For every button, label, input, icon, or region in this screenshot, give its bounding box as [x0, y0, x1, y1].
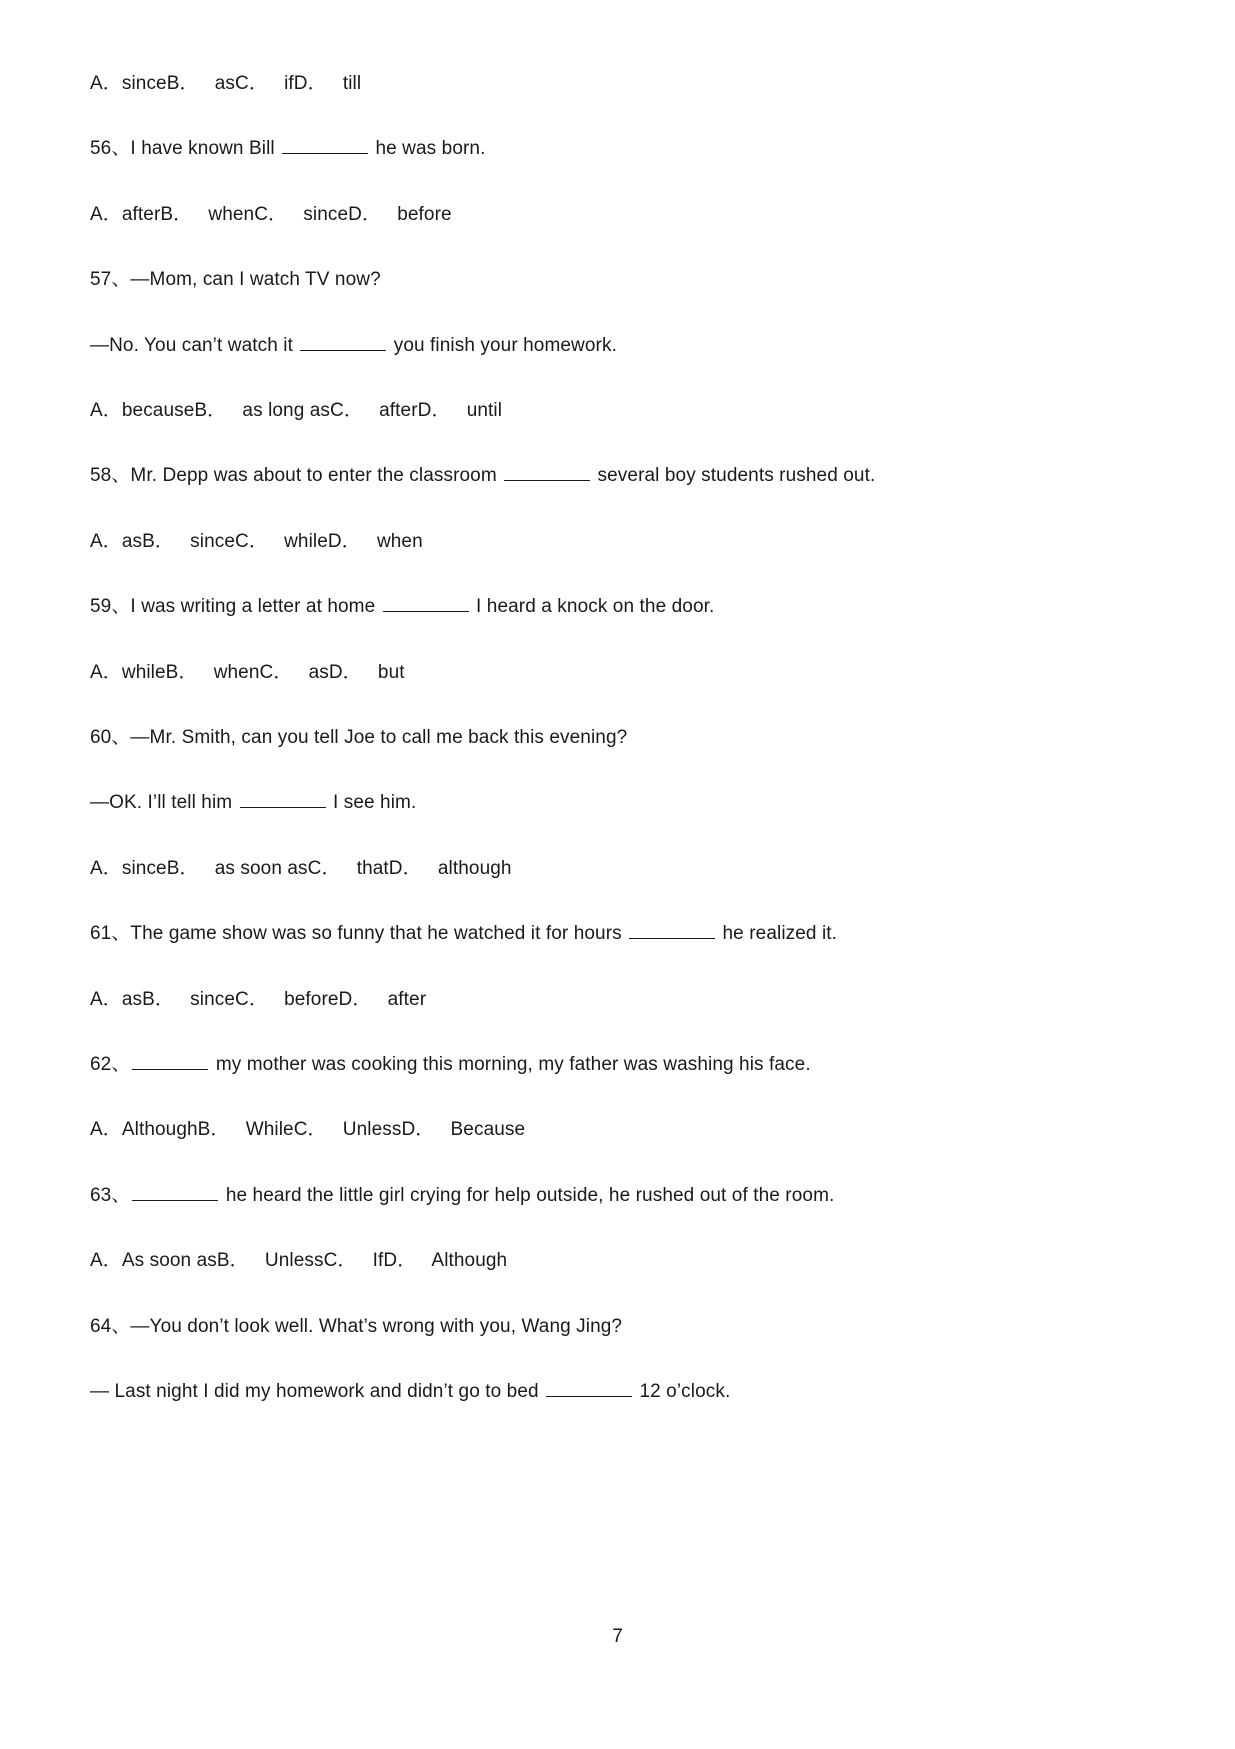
question-text-before: 58、Mr. Depp was about to enter the classroom [90, 465, 503, 486]
question-line [90, 726, 627, 750]
answer-option: UnlessD． [342, 1119, 435, 1140]
question-text-after: he realized it. [717, 923, 838, 944]
answer-option: as soon asC． [214, 858, 341, 879]
question-text-before: 63、 [90, 1185, 131, 1206]
question-line [90, 334, 617, 358]
answer-option: when [376, 531, 423, 552]
question-line [90, 464, 875, 488]
answer-option: sinceC． [190, 989, 268, 1010]
question-line [90, 922, 837, 946]
question-text-after: you finish your homework. [388, 335, 617, 356]
answer-option: Because [450, 1119, 526, 1140]
question-text-after: I heard a knock on the door. [470, 596, 715, 617]
answer-option: sinceC． [190, 531, 268, 552]
question-line [90, 1053, 811, 1077]
answer-options [90, 72, 361, 96]
question-text-after: 12 o’clock. [634, 1381, 731, 1402]
answer-blank [546, 1380, 632, 1397]
answer-option: before [397, 204, 452, 225]
answer-option: A．asB． [90, 989, 175, 1010]
question-line [90, 268, 381, 292]
answer-option: afterD． [379, 400, 451, 421]
answer-options [90, 857, 512, 881]
answer-blank [240, 791, 326, 808]
answer-option: A．asB． [90, 531, 175, 552]
question-text-before: 56、I have known Bill [90, 138, 281, 159]
question-text: 60、—Mr. Smith, can you tell Joe to call me back this evening? [90, 727, 628, 748]
question-line [90, 1315, 622, 1339]
answer-blank [132, 1053, 208, 1070]
answer-option: Although [431, 1250, 508, 1271]
answer-option: WhileC． [245, 1119, 327, 1140]
question-line [90, 595, 714, 619]
question-text-before: 62、 [90, 1054, 131, 1075]
answer-options [90, 530, 423, 554]
answer-option: A．AlthoughB． [90, 1119, 230, 1140]
question-text-before: —OK. I’ll tell him [90, 792, 238, 813]
question-line [90, 1380, 730, 1404]
question-text-after: I see him. [327, 792, 417, 813]
answer-option: ifD． [284, 73, 327, 94]
answer-option: until [466, 400, 503, 421]
answer-blank [282, 137, 368, 154]
answer-option: after [387, 989, 427, 1010]
answer-option: sinceD． [303, 204, 382, 225]
answer-option: A．sinceB． [90, 858, 199, 879]
question-text-before: —No. You can’t watch it [90, 335, 299, 356]
answer-option: but [377, 662, 405, 683]
question-text-after: he heard the little girl crying for help outside, he rushed out of the room. [220, 1185, 835, 1206]
question-line [90, 791, 416, 815]
answer-blank [629, 922, 715, 939]
question-text-before: 59、I was writing a letter at home [90, 596, 381, 617]
question-text-after: several boy students rushed out. [592, 465, 876, 486]
answer-option: A．whileB． [90, 662, 198, 683]
answer-options [90, 661, 405, 685]
answer-option: asD． [308, 662, 362, 683]
answer-blank [383, 595, 469, 612]
answer-option: IfD． [372, 1250, 417, 1271]
question-line [90, 1184, 834, 1208]
answer-option: A．becauseB． [90, 400, 227, 421]
answer-blank [132, 1184, 218, 1201]
answer-option: although [437, 858, 512, 879]
question-text-before: — Last night I did my homework and didn’t go to bed [90, 1381, 545, 1402]
answer-option: A．As soon asB． [90, 1250, 249, 1271]
answer-blank [504, 464, 590, 481]
page-number: 7 [612, 1626, 623, 1647]
answer-option: A．afterB． [90, 204, 193, 225]
answer-option: whileD． [284, 531, 361, 552]
question-text-before: 61、The game show was so funny that he watched it for hours [90, 923, 628, 944]
answer-options [90, 1249, 507, 1273]
answer-option: thatD． [356, 858, 422, 879]
answer-blank [300, 334, 386, 351]
answer-option: beforeD． [284, 989, 372, 1010]
answer-option: asC． [214, 73, 268, 94]
answer-option: UnlessC． [264, 1250, 357, 1271]
answer-options [90, 988, 426, 1012]
question-text-after: he was born. [370, 138, 486, 159]
answer-option: whenC． [208, 204, 288, 225]
answer-options [90, 1118, 525, 1142]
answer-option: whenC． [213, 662, 293, 683]
answer-option: till [342, 73, 362, 94]
answer-options [90, 203, 452, 227]
question-text-after: my mother was cooking this morning, my father was washing his face. [210, 1054, 811, 1075]
answer-option: A．sinceB． [90, 73, 199, 94]
question-line [90, 137, 485, 161]
question-text: 64、—You don’t look well. What’s wrong with you, Wang Jing? [90, 1316, 623, 1337]
answer-option: as long asC． [242, 400, 363, 421]
answer-options [90, 399, 502, 423]
question-text: 57、—Mom, can I watch TV now? [90, 269, 381, 290]
